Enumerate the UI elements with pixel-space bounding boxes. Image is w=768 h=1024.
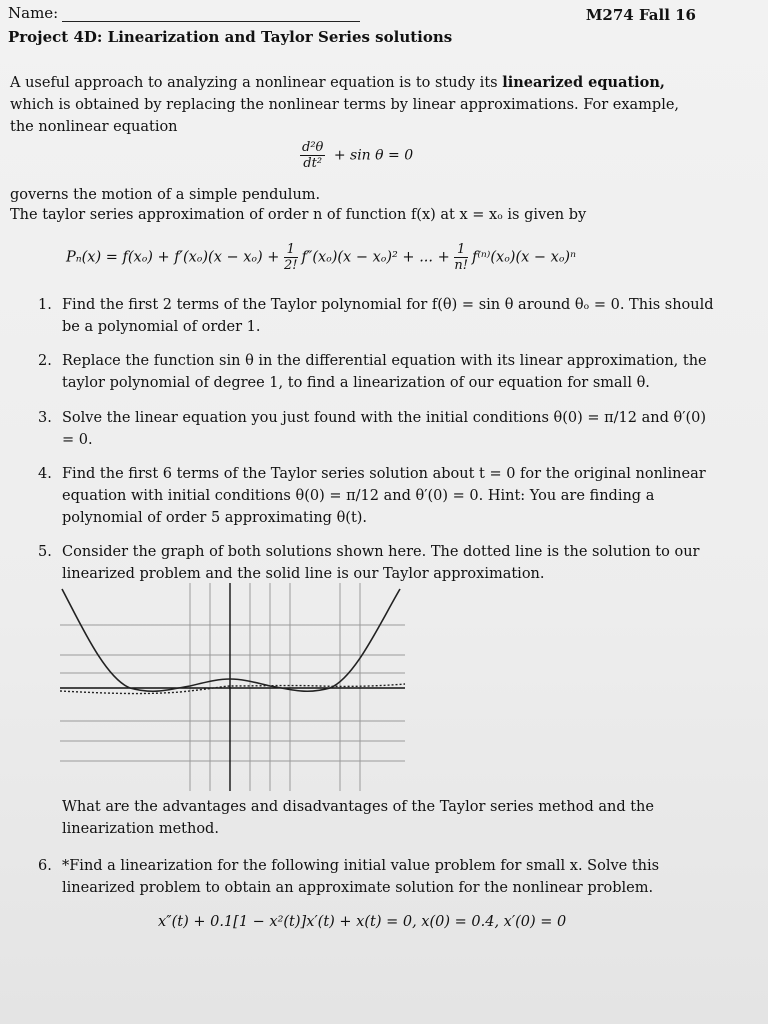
- question-4: 4. Find the first 6 terms of the Taylor series solution about t = 0 for the original nonlinear equation with initial conditions θ(0) = π/12 and θ′(0) = 0. Hint: You are finding a polynomial of order 5 approximating θ(t).: [38, 466, 706, 526]
- question-3: 3. Solve the linear equation you just found with the initial conditions θ(0) = π/12 and θ′(0) = 0.: [38, 410, 707, 448]
- question-5: 5. Consider the graph of both solutions shown here. The dotted line is the solution to our linearized problem and the solid line is our Taylor approximation.: [38, 544, 700, 582]
- question-1: 1. Find the first 2 terms of the Taylor polynomial for f(θ) = sin θ around θₒ = 0. This should be a polynomial of order 1.: [38, 297, 714, 335]
- name-blank-line: [62, 21, 360, 22]
- linearized-dotted-curve: [60, 684, 405, 694]
- course-label: M274 Fall 16: [585, 6, 696, 24]
- name-label: Name:: [8, 4, 59, 22]
- taylor-definition: The taylor series approximation of order n of function f(x) at x = xₒ is given by: [10, 207, 587, 223]
- pendulum-equation: $\frac{\text{d²θ}}{\text{dt²}}$ + sin θ = 0: [302, 140, 414, 171]
- linearized-equation-term: linearized equation,: [502, 74, 665, 91]
- taylor-solid-curve: [62, 589, 400, 691]
- solution-graph: [60, 583, 410, 791]
- question-5-followup: What are the advantages and disadvantages of the Taylor series method and the linearization method.: [62, 799, 654, 837]
- question-6: 6. *Find a linearization for the following initial value problem for small x. Solve this linearized problem to obtain an approximate solution for the nonlinear problem.: [38, 858, 660, 896]
- final-initial-value-problem: x″(t) + 0.1[1 − x²(t)]x′(t) + x(t) = 0, x(0) = 0.4, x′(0) = 0: [158, 914, 567, 930]
- page-title: Project 4D: Linearization and Taylor Series solutions: [8, 28, 453, 46]
- intro-paragraph: A useful approach to analyzing a nonlinear equation is to study its linearized equation, which is obtained by replacing the nonlinear terms by linear approximations. For example, the nonlinear equation: [10, 74, 680, 135]
- pendulum-caption: governs the motion of a simple pendulum.: [10, 187, 321, 203]
- question-2: 2. Replace the function sin θ in the differential equation with its linear approximation, the taylor polynomial of degree 1, to find a linearization of our equation for small θ.: [38, 353, 707, 391]
- taylor-formula: Pₙ(x) = f(xₒ) + f′(xₒ)(x − xₒ) + $\frac{1}{2!}$ f″(xₒ)(x − xₒ)² + ... + $\frac{1}{n!}$ f⁽ⁿ⁾(xₒ)(x − xₒ)ⁿ: [66, 242, 576, 273]
